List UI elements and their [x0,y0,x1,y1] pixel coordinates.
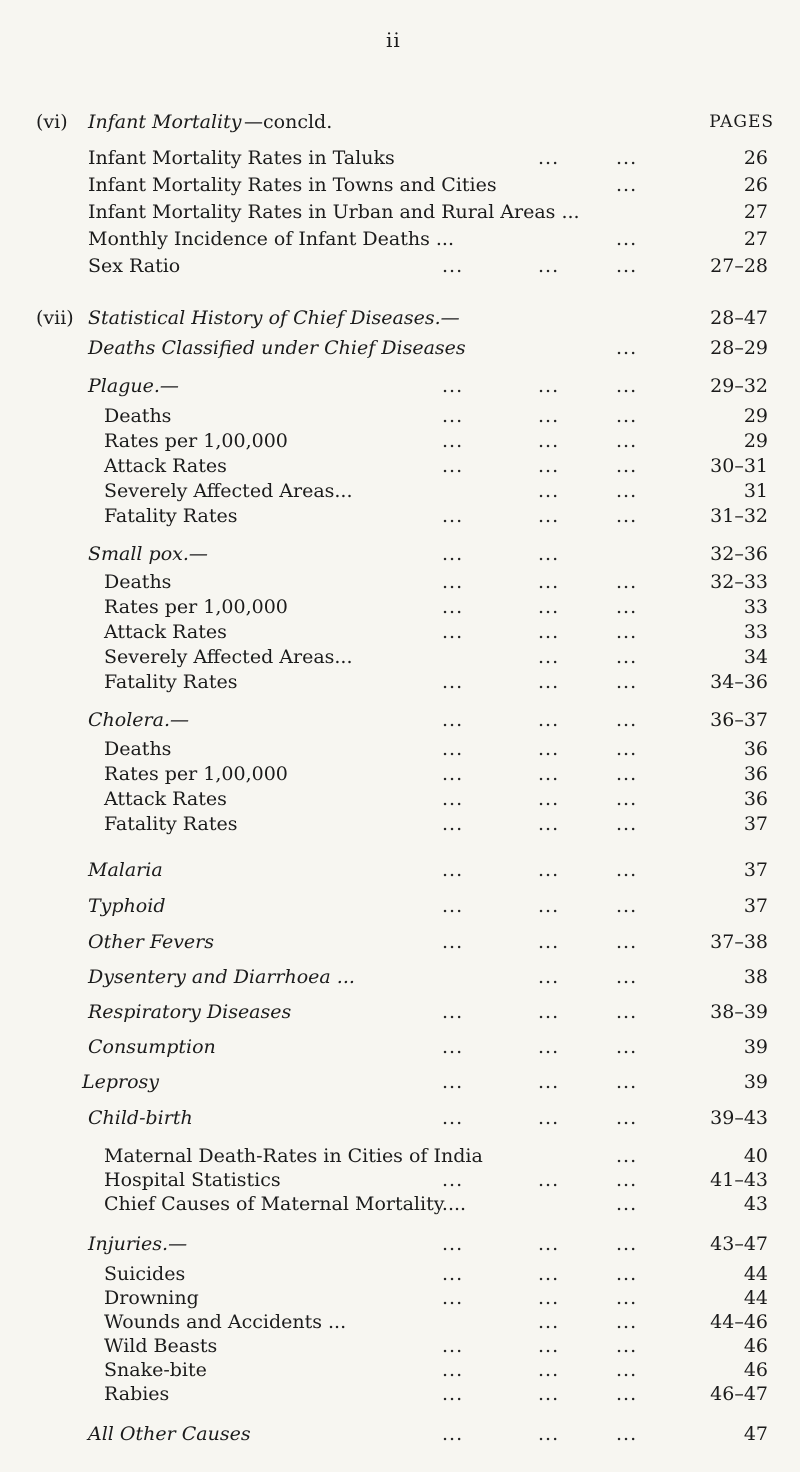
leader-dots: ... [538,1107,560,1129]
toc-entry-label: Leprosy [82,1071,160,1093]
toc-entry-label: Deaths [104,738,172,760]
leader-dots: ... [442,375,464,397]
leader-dots: ... [442,1036,464,1058]
leader-dots: ... [538,1169,560,1191]
toc-entry[interactable] [0,785,800,813]
leader-dots: ... [538,596,560,618]
toc-entry[interactable] [0,427,800,455]
toc-entry[interactable] [0,225,800,253]
toc-entry-page: 33 [743,621,768,643]
toc-entry-label: Fatality Rates [104,813,238,835]
leader-dots: ... [442,671,464,693]
toc-entry[interactable] [0,452,800,480]
toc-entry-page: 30–31 [710,455,768,477]
leader-dots: ... [616,174,638,196]
toc-entry[interactable] [0,1104,800,1132]
toc-entry-page: 37 [743,895,768,917]
leader-dots: ... [616,813,638,835]
toc-entry-page: 28–47 [710,307,768,329]
toc-entry-label: Dysentery and Diarrhoea ... [88,966,355,988]
toc-entry-page: 26 [743,147,768,169]
toc-entry-label: Rates per 1,00,000 [104,763,288,785]
toc-entry-page: 28–29 [710,337,768,359]
toc-entry-label: Fatality Rates [104,671,238,693]
toc-entry-label: Maternal Death-Rates in Cities of India [104,1145,483,1167]
toc-entry-label: Typhoid [88,895,166,917]
leader-dots: ... [616,505,638,527]
toc-entry-label: Infant Mortality Rates in Towns and Cities [88,174,497,196]
toc-entry-page: 38–39 [710,1001,768,1023]
leader-dots: ... [538,621,560,643]
toc-entry-page: 44 [743,1287,768,1309]
leader-dots: ... [538,405,560,427]
toc-entry[interactable] [0,618,800,646]
toc-entry-page: 32–33 [710,571,768,593]
toc-entry-page: 26 [743,174,768,196]
subsection-title: Injuries.— [88,1233,188,1255]
leader-dots: ... [616,596,638,618]
toc-entry-label: Malaria [88,859,163,881]
leader-dots: ... [538,1263,560,1285]
leader-dots: ... [538,1423,560,1445]
section-title: Statistical History of Chief Diseases.— [88,307,460,329]
leader-dots: ... [538,571,560,593]
toc-entry-label: Rates per 1,00,000 [104,596,288,618]
toc-entry[interactable] [0,998,800,1026]
leader-dots: ... [616,1311,638,1333]
toc-entry-page: 47 [743,1423,768,1445]
toc-entry-page: 43–47 [710,1233,768,1255]
leader-dots: ... [616,1107,638,1129]
subsection-smallpox[interactable] [0,540,800,568]
leader-dots: ... [538,1001,560,1023]
toc-entry[interactable] [0,810,800,838]
leader-dots: ... [442,931,464,953]
toc-entry-label: Hospital Statistics [104,1169,281,1191]
toc-entry-page: 29 [743,405,768,427]
section-number: (vii) [36,307,74,329]
toc-entry-label: Deaths [104,571,172,593]
leader-dots: ... [616,1169,638,1191]
section-number: (vi) [36,111,68,133]
leader-dots: ... [442,1423,464,1445]
toc-entry-page: 46 [743,1335,768,1357]
toc-entry-page: 37–38 [710,931,768,953]
leader-dots: ... [616,455,638,477]
toc-entry-label: Attack Rates [104,455,227,477]
subsection-title: Small pox.— [88,543,208,565]
toc-entry[interactable] [0,760,800,788]
leader-dots: ... [538,1233,560,1255]
leader-dots: ... [442,405,464,427]
leader-dots: ... [538,709,560,731]
leader-dots: ... [616,1193,638,1215]
toc-entry-label: Other Fevers [88,931,215,953]
leader-dots: ... [616,1001,638,1023]
leader-dots: ... [616,1359,638,1381]
leader-dots: ... [538,1287,560,1309]
leader-dots: ... [538,966,560,988]
toc-entry[interactable] [0,735,800,763]
leader-dots: ... [616,430,638,452]
toc-entry-page: 46 [743,1359,768,1381]
leader-dots: ... [616,1071,638,1093]
toc-entry-page: 36 [743,738,768,760]
leader-dots: ... [538,1335,560,1357]
toc-entry-page: 34–36 [710,671,768,693]
toc-entry[interactable] [0,1420,800,1448]
leader-dots: ... [616,255,638,277]
leader-dots: ... [616,931,638,953]
leader-dots: ... [616,147,638,169]
leader-dots: ... [538,788,560,810]
leader-dots: ... [442,1287,464,1309]
leader-dots: ... [442,1001,464,1023]
subsection-plague[interactable] [0,372,800,400]
toc-entry-label: Fatality Rates [104,505,238,527]
leader-dots: ... [442,859,464,881]
leader-dots: ... [616,1335,638,1357]
leader-dots: ... [538,255,560,277]
toc-entry[interactable] [0,856,800,884]
leader-dots: ... [616,375,638,397]
leader-dots: ... [442,1071,464,1093]
toc-entry[interactable] [0,1068,800,1096]
toc-entry-page: 32–36 [710,543,768,565]
leader-dots: ... [442,255,464,277]
toc-entry[interactable] [0,502,800,530]
leader-dots: ... [616,1036,638,1058]
leader-dots: ... [616,671,638,693]
leader-dots: ... [442,763,464,785]
toc-entry-page: 40 [743,1145,768,1167]
leader-dots: ... [616,709,638,731]
toc-entry-page: 27–28 [710,255,768,277]
toc-entry[interactable] [0,963,800,991]
leader-dots: ... [538,505,560,527]
leader-dots: ... [616,966,638,988]
section-title: Infant Mortality [88,111,242,133]
toc-entry[interactable] [0,928,800,956]
leader-dots: ... [616,859,638,881]
toc-entry[interactable] [0,1033,800,1061]
toc-entry-page: 37 [743,859,768,881]
toc-entry-label: Severely Affected Areas... [104,480,353,502]
section-vi-header [0,108,800,136]
toc-entry-page: 46–47 [710,1383,768,1405]
toc-entry-page: 43 [743,1193,768,1215]
toc-entry-label: Deaths Classified under Chief Diseases [88,337,466,359]
toc-entry-page: 44–46 [710,1311,768,1333]
toc-entry-page: 27 [743,201,768,223]
leader-dots: ... [538,1071,560,1093]
leader-dots: ... [616,480,638,502]
toc-entry-page: 27 [743,228,768,250]
leader-dots: ... [538,455,560,477]
leader-dots: ... [442,621,464,643]
toc-entry-label: Child-birth [88,1107,193,1129]
toc-entry[interactable] [0,334,800,362]
leader-dots: ... [616,763,638,785]
leader-dots: ... [442,788,464,810]
leader-dots: ... [538,1383,560,1405]
toc-entry[interactable] [0,198,800,226]
toc-entry[interactable] [0,892,800,920]
toc-entry-page: 36 [743,763,768,785]
leader-dots: ... [442,1359,464,1381]
toc-entry-page: 41–43 [710,1169,768,1191]
leader-dots: ... [616,405,638,427]
leader-dots: ... [442,430,464,452]
toc-entry-page: 36–37 [710,709,768,731]
toc-entry-page: 29–32 [710,375,768,397]
toc-entry[interactable] [0,171,800,199]
leader-dots: ... [538,375,560,397]
leader-dots: ... [616,738,638,760]
toc-entry-label: Attack Rates [104,788,227,810]
toc-entry-label: Suicides [104,1263,186,1285]
leader-dots: ... [616,1287,638,1309]
toc-entry-label: Deaths [104,405,172,427]
pages-label: PAGES [709,112,774,132]
leader-dots: ... [538,147,560,169]
subsection-cholera[interactable] [0,706,800,734]
leader-dots: ... [442,1107,464,1129]
leader-dots: ... [538,859,560,881]
toc-entry-page: 39–43 [710,1107,768,1129]
toc-entry-label: Snake-bite [104,1359,207,1381]
leader-dots: ... [442,596,464,618]
leader-dots: ... [616,1423,638,1445]
leader-dots: ... [538,763,560,785]
toc-entry-label: Attack Rates [104,621,227,643]
leader-dots: ... [538,1311,560,1333]
page-number: ii [386,28,401,52]
toc-entry-label: Rabies [104,1383,170,1405]
leader-dots: ... [442,738,464,760]
toc-entry-page: 37 [743,813,768,835]
leader-dots: ... [442,813,464,835]
toc-entry-page: 44 [743,1263,768,1285]
leader-dots: ... [538,813,560,835]
leader-dots: ... [442,709,464,731]
toc-entry[interactable] [0,402,800,430]
subsection-title: Cholera.— [88,709,189,731]
leader-dots: ... [442,1169,464,1191]
toc-entry-page: 36 [743,788,768,810]
leader-dots: ... [442,571,464,593]
leader-dots: ... [538,671,560,693]
toc-entry-label: Chief Causes of Maternal Mortality.... [104,1193,467,1215]
leader-dots: ... [616,1145,638,1167]
leader-dots: ... [616,1383,638,1405]
leader-dots: ... [616,788,638,810]
toc-entry[interactable] [0,643,800,671]
toc-entry-label: Rates per 1,00,000 [104,430,288,452]
leader-dots: ... [442,895,464,917]
leader-dots: ... [616,1233,638,1255]
leader-dots: ... [538,931,560,953]
toc-entry-label: Severely Affected Areas... [104,646,353,668]
leader-dots: ... [616,337,638,359]
toc-entry-page: 33 [743,596,768,618]
toc-entry-label: Infant Mortality Rates in Taluks [88,147,395,169]
section-suffix: —concld. [244,111,333,133]
toc-entry-label: Infant Mortality Rates in Urban and Rural Areas ... [88,201,580,223]
leader-dots: ... [442,1383,464,1405]
toc-entry-label: Sex Ratio [88,255,181,277]
toc-entry-page: 34 [743,646,768,668]
leader-dots: ... [616,646,638,668]
leader-dots: ... [442,1263,464,1285]
toc-entry[interactable] [0,144,800,172]
toc-entry[interactable] [0,477,800,505]
leader-dots: ... [538,430,560,452]
leader-dots: ... [616,1263,638,1285]
subsection-title: Plague.— [88,375,179,397]
leader-dots: ... [616,621,638,643]
toc-entry-label: Monthly Incidence of Infant Deaths ... [88,228,454,250]
leader-dots: ... [538,543,560,565]
toc-entry-label: Drowning [104,1287,199,1309]
leader-dots: ... [538,895,560,917]
toc-entry-page: 39 [743,1071,768,1093]
section-vii-header[interactable] [0,304,800,332]
leader-dots: ... [442,505,464,527]
toc-entry-page: 31–32 [710,505,768,527]
toc-entry-label: Wild Beasts [104,1335,218,1357]
leader-dots: ... [442,1335,464,1357]
toc-entry-label: Wounds and Accidents ... [104,1311,347,1333]
leader-dots: ... [616,571,638,593]
toc-entry-page: 31 [743,480,768,502]
leader-dots: ... [442,1233,464,1255]
toc-entry-label: All Other Causes [88,1423,251,1445]
toc-entry-page: 29 [743,430,768,452]
leader-dots: ... [538,1359,560,1381]
leader-dots: ... [538,480,560,502]
leader-dots: ... [616,895,638,917]
toc-entry[interactable] [0,1190,800,1218]
leader-dots: ... [538,646,560,668]
leader-dots: ... [616,228,638,250]
leader-dots: ... [538,1036,560,1058]
leader-dots: ... [442,455,464,477]
subsection-injuries[interactable] [0,1230,800,1258]
toc-entry[interactable] [0,593,800,621]
toc-entry-label: Respiratory Diseases [88,1001,292,1023]
toc-entry[interactable] [0,568,800,596]
toc-entry[interactable] [0,1380,800,1408]
leader-dots: ... [538,738,560,760]
toc-entry-page: 38 [743,966,768,988]
toc-entry-label: Consumption [88,1036,216,1058]
toc-entry[interactable] [0,252,800,280]
toc-entry[interactable] [0,668,800,696]
leader-dots: ... [442,543,464,565]
toc-entry-page: 39 [743,1036,768,1058]
